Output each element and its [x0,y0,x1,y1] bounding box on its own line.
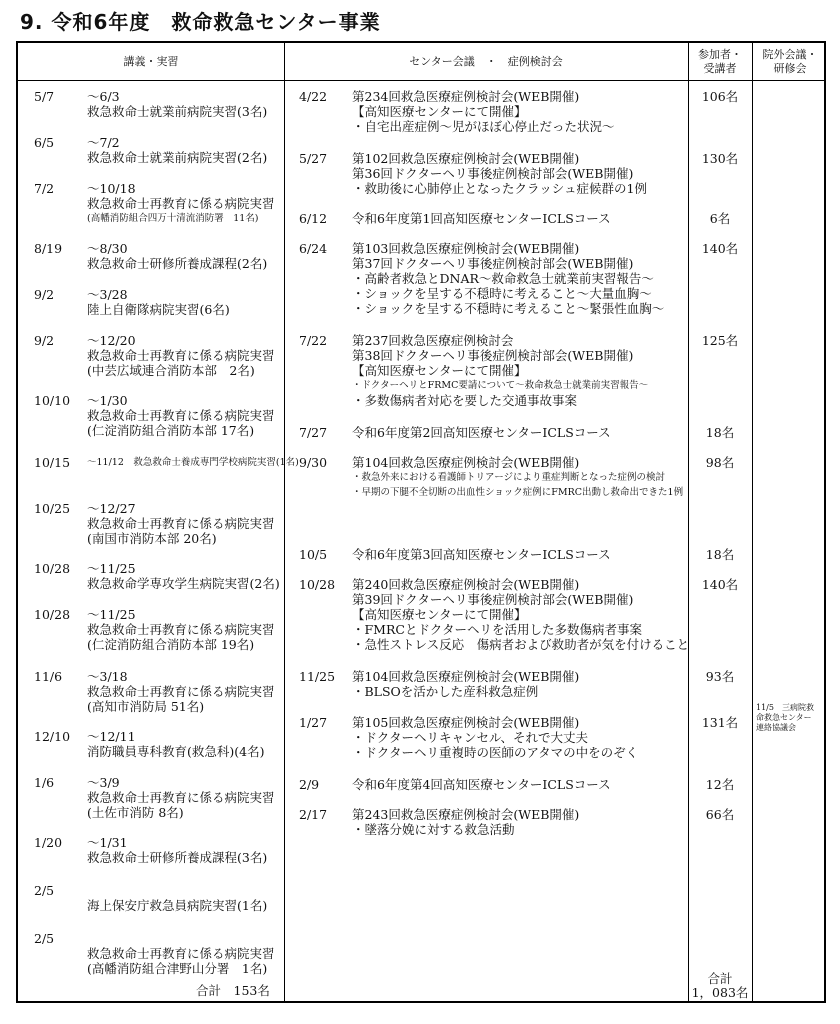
header-participants-line: 参加者・ [698,47,742,61]
lectures-line: (仁淀消防組合消防本部 19名) [87,637,255,652]
external-note-line: 11/5 三病院救 [756,703,814,712]
conferences-text [352,89,615,134]
conferences-text [352,211,611,226]
lectures-date: 11/6 [34,669,63,684]
lectures-line: ～3/9 [87,775,120,790]
lectures-text [87,333,275,378]
header-participants-line: 受講者 [703,61,737,75]
lectures-text [87,835,267,865]
lectures-line: ～12/11 [87,729,136,744]
conferences-date: 10/5 [299,547,328,562]
lectures-date: 6/5 [34,135,55,150]
external-note-line: 連絡協議会 [756,723,796,732]
header-lectures [18,43,284,80]
lectures-text [87,561,280,591]
header-conferences [284,43,688,80]
lectures-line: ～3/18 [87,669,128,684]
lectures-line: 救急救命士再教育に係る病院実習 [87,196,275,211]
lectures-date: 12/10 [34,729,71,744]
header-participants [688,43,752,80]
lectures-line: (仁淀消防組合消防本部 17名) [87,423,255,438]
header-conferences-label: センター会議 ・ 症例検討会 [409,54,563,68]
conferences-text [352,669,579,699]
events-table [16,41,826,1003]
participant-count: 140名 [701,577,739,592]
conferences-line: 第237回救急医療症例検討会 [352,333,514,348]
lectures-date: 9/2 [34,333,55,348]
conferences-line: 令和6年度第4回高知医療センターICLSコース [352,777,611,792]
lectures-date: 8/19 [34,241,63,256]
conferences-line: ・救助後に心肺停止となったクラッシュ症候群の1例 [352,181,647,196]
header-lectures-label: 講義・実習 [123,54,179,68]
conferences-line: 第38回ドクターヘリ事後症例検討部会(WEB開催) [352,348,634,363]
lectures-line: (土佐市消防 8名) [87,805,184,820]
conferences-text [352,333,648,408]
lectures-line: ～11/25 [87,561,136,576]
conferences-line: ・ショックを呈する不穏時に考えること～大量血胸～ [352,286,652,301]
conferences-date: 2/17 [299,807,328,822]
lectures-line: 救急救命士再教育に係る病院実習 [87,408,275,423]
conferences-date: 1/27 [299,715,328,730]
lectures-date: 10/28 [34,561,71,576]
lectures-line: (高幡消防組合四万十清流消防署 11名) [87,213,259,224]
conferences-date: 2/9 [299,777,320,792]
participants-total-label: 合計 [707,971,733,986]
lectures-line: ～1/30 [87,393,128,408]
lectures-date: 9/2 [34,287,55,302]
lectures-total: 合計 153名 [196,983,270,998]
conferences-text [352,151,647,196]
header-external-line: 研修会 [773,61,807,75]
lectures-date: 1/20 [34,835,63,850]
lectures-line: (南国市消防本部 20名) [87,531,217,546]
conferences-line: ・急性ストレス反応 傷病者および救助者が気を付けること [352,637,690,652]
participant-count: 18名 [705,425,735,440]
conferences-line: ・墜落分娩に対する救急活動 [352,822,515,837]
lectures-text [87,883,267,913]
participant-count: 93名 [705,669,735,684]
conferences-date: 6/12 [299,211,328,226]
lectures-line: 陸上自衛隊病院実習(6名) [87,302,230,317]
header-external-line: 院外会議・ [762,47,818,61]
conferences-line: 【高知医療センターにて開催】 [352,104,527,119]
conferences-date: 5/27 [299,151,328,166]
conferences-text [352,455,683,500]
lectures-line: ～11/12 救急救命士養成専門学校病院実習(1名) [87,457,299,468]
lectures-line: ～11/25 [87,607,136,622]
lectures-text [87,931,275,976]
lectures-date: 2/5 [34,883,55,898]
conferences-line: ・自宅出産症例～児がほぼ心停止だった状況～ [352,119,615,134]
conferences-line: ・ドクターヘリとFRMC要請について～救命救急士就業前実習報告～ [352,380,649,391]
lectures-text [87,241,267,271]
conferences-line: ・高齢者救急とDNAR～救命救急士就業前実習報告～ [352,271,654,286]
lectures-line: 救急救命士再教育に係る病院実習 [87,516,275,531]
conferences-text [352,425,611,440]
participant-count: 125名 [701,333,739,348]
lectures-line: 救急救命士再教育に係る病院実習 [87,622,275,637]
conferences-line: 第104回救急医療症例検討会(WEB開催) [352,669,580,684]
conferences-line: ・ショックを呈する不穏時に考えること～緊張性血胸～ [352,301,665,316]
conferences-line: ・多数傷病者対応を要した交通事故事案 [352,393,578,408]
lectures-line: ～8/30 [87,241,128,256]
page-title: 9. 令和6年度 救命救急センター事業 [20,10,381,34]
lectures-text [87,607,275,652]
lectures-line: ～1/31 [87,835,128,850]
conferences-text [352,777,611,792]
conferences-line: 【高知医療センターにて開催】 [352,363,527,378]
conferences-date: 6/24 [299,241,328,256]
column-divider [284,43,285,1001]
conferences-date: 4/22 [299,89,328,104]
conferences-text [352,241,664,316]
participants-total-value: 1，083名 [691,985,749,1000]
participant-count: 131名 [701,715,739,730]
lectures-text [87,393,275,438]
lectures-date: 10/15 [34,455,71,470]
conferences-line: ・ドクターヘリ重複時の医師のアタマの中をのぞく [352,745,639,760]
conferences-line: 令和6年度第2回高知医療センターICLSコース [352,425,611,440]
participant-count: 6名 [709,211,731,226]
lectures-line [87,883,267,898]
participant-count: 66名 [705,807,735,822]
lectures-text [87,181,275,226]
participant-count: 130名 [701,151,739,166]
participant-count: 12名 [705,777,735,792]
conferences-line: 令和6年度第1回高知医療センターICLSコース [352,211,611,226]
conferences-line: 第105回救急医療症例検討会(WEB開催) [352,715,580,730]
conferences-line: ・ドクターヘリキャンセル、それで大丈夫 [352,730,589,745]
lectures-line: ～6/3 [87,89,120,104]
lectures-line: (高幡消防組合津野山分署 1名) [87,961,268,976]
conferences-line: 第234回救急医療症例検討会(WEB開催) [352,89,580,104]
lectures-text [87,669,275,714]
lectures-date: 5/7 [34,89,55,104]
lectures-line: 救急救命士再教育に係る病院実習 [87,790,275,805]
participants-total [688,972,752,1000]
conferences-text [352,577,689,652]
lectures-line: ～3/28 [87,287,128,302]
lectures-date: 10/25 [34,501,71,516]
lectures-line: 救急救命士再教育に係る病院実習 [87,348,275,363]
participant-count: 18名 [705,547,735,562]
lectures-text [87,501,275,546]
conferences-date: 7/27 [299,425,328,440]
lectures-line: 救急救命士就業前病院実習(2名) [87,150,268,165]
lectures-line: 救急救命士再教育に係る病院実習 [87,946,275,961]
conferences-line: 【高知医療センターにて開催】 [352,607,527,622]
conferences-line: ・救急外来における看護師トリアージにより重症判断となった症例の検討 [352,472,666,483]
column-divider [688,43,689,1001]
lectures-date: 1/6 [34,775,55,790]
conferences-line: 第104回救急医療症例検討会(WEB開催) [352,455,580,470]
participant-count: 140名 [701,241,739,256]
lectures-date: 10/10 [34,393,71,408]
conferences-date: 9/30 [299,455,328,470]
lectures-line: 消防職員専科教育(救急科)(4名) [87,744,265,759]
lectures-text [87,775,275,820]
conferences-line: 第37回ドクターヘリ事後症例検討部会(WEB開催) [352,256,634,271]
column-divider [752,43,753,1001]
conferences-text [352,715,638,760]
conferences-date: 10/28 [299,577,336,592]
lectures-line: ～12/20 [87,333,136,348]
lectures-text [87,287,230,317]
lectures-line: (中芸広域連合消防本部 2名) [87,363,255,378]
lectures-line: 救急救命士再教育に係る病院実習 [87,684,275,699]
lectures-line: 救急救命学専攻学生病院実習(2名) [87,576,280,591]
conferences-line: 第39回ドクターヘリ事後症例検討部会(WEB開催) [352,592,634,607]
conferences-date: 11/25 [299,669,336,684]
external-note-line: 命救急センター [756,713,812,722]
lectures-line: 救急救命士就業前病院実習(3名) [87,104,268,119]
lectures-text [87,135,267,165]
lectures-line: (高知市消防局 51名) [87,699,205,714]
lectures-line: ～12/27 [87,501,136,516]
lectures-date: 7/2 [34,181,55,196]
conferences-date: 7/22 [299,333,328,348]
conferences-line: ・BLSOを活かした産科救急症例 [352,684,539,699]
lectures-line [87,931,275,946]
external-note [756,703,814,733]
lectures-text [87,455,299,470]
lectures-line: ～7/2 [87,135,120,150]
conferences-line: 第243回救急医療症例検討会(WEB開催) [352,807,580,822]
conferences-line: 第240回救急医療症例検討会(WEB開催) [352,577,580,592]
lectures-line: 救急救命士研修所養成課程(3名) [87,850,268,865]
conferences-line: ・早期の下腿不全切断の出血性ショック症例にFMRC出動し救命出できた1例 [352,487,684,498]
conferences-line: 第103回救急医療症例検討会(WEB開催) [352,241,580,256]
conferences-line: 第102回救急医療症例検討会(WEB開催) [352,151,580,166]
lectures-line: 海上保安庁救急員病院実習(1名) [87,898,268,913]
lectures-text [87,89,267,119]
header-divider [18,80,824,81]
header-external [752,43,828,80]
lectures-line: ～10/18 [87,181,136,196]
conferences-text [352,807,579,837]
participant-count: 106名 [701,89,739,104]
conferences-text [352,547,611,562]
conferences-line: ・FMRCとドクターヘリを活用した多数傷病者事案 [352,622,642,637]
lectures-text [87,729,264,759]
lectures-date: 2/5 [34,931,55,946]
conferences-line: 第36回ドクターヘリ事後症例検討部会(WEB開催) [352,166,634,181]
conferences-line: 令和6年度第3回高知医療センターICLSコース [352,547,611,562]
participant-count: 98名 [705,455,735,470]
lectures-line: 救急救命士研修所養成課程(2名) [87,256,268,271]
lectures-date: 10/28 [34,607,71,622]
